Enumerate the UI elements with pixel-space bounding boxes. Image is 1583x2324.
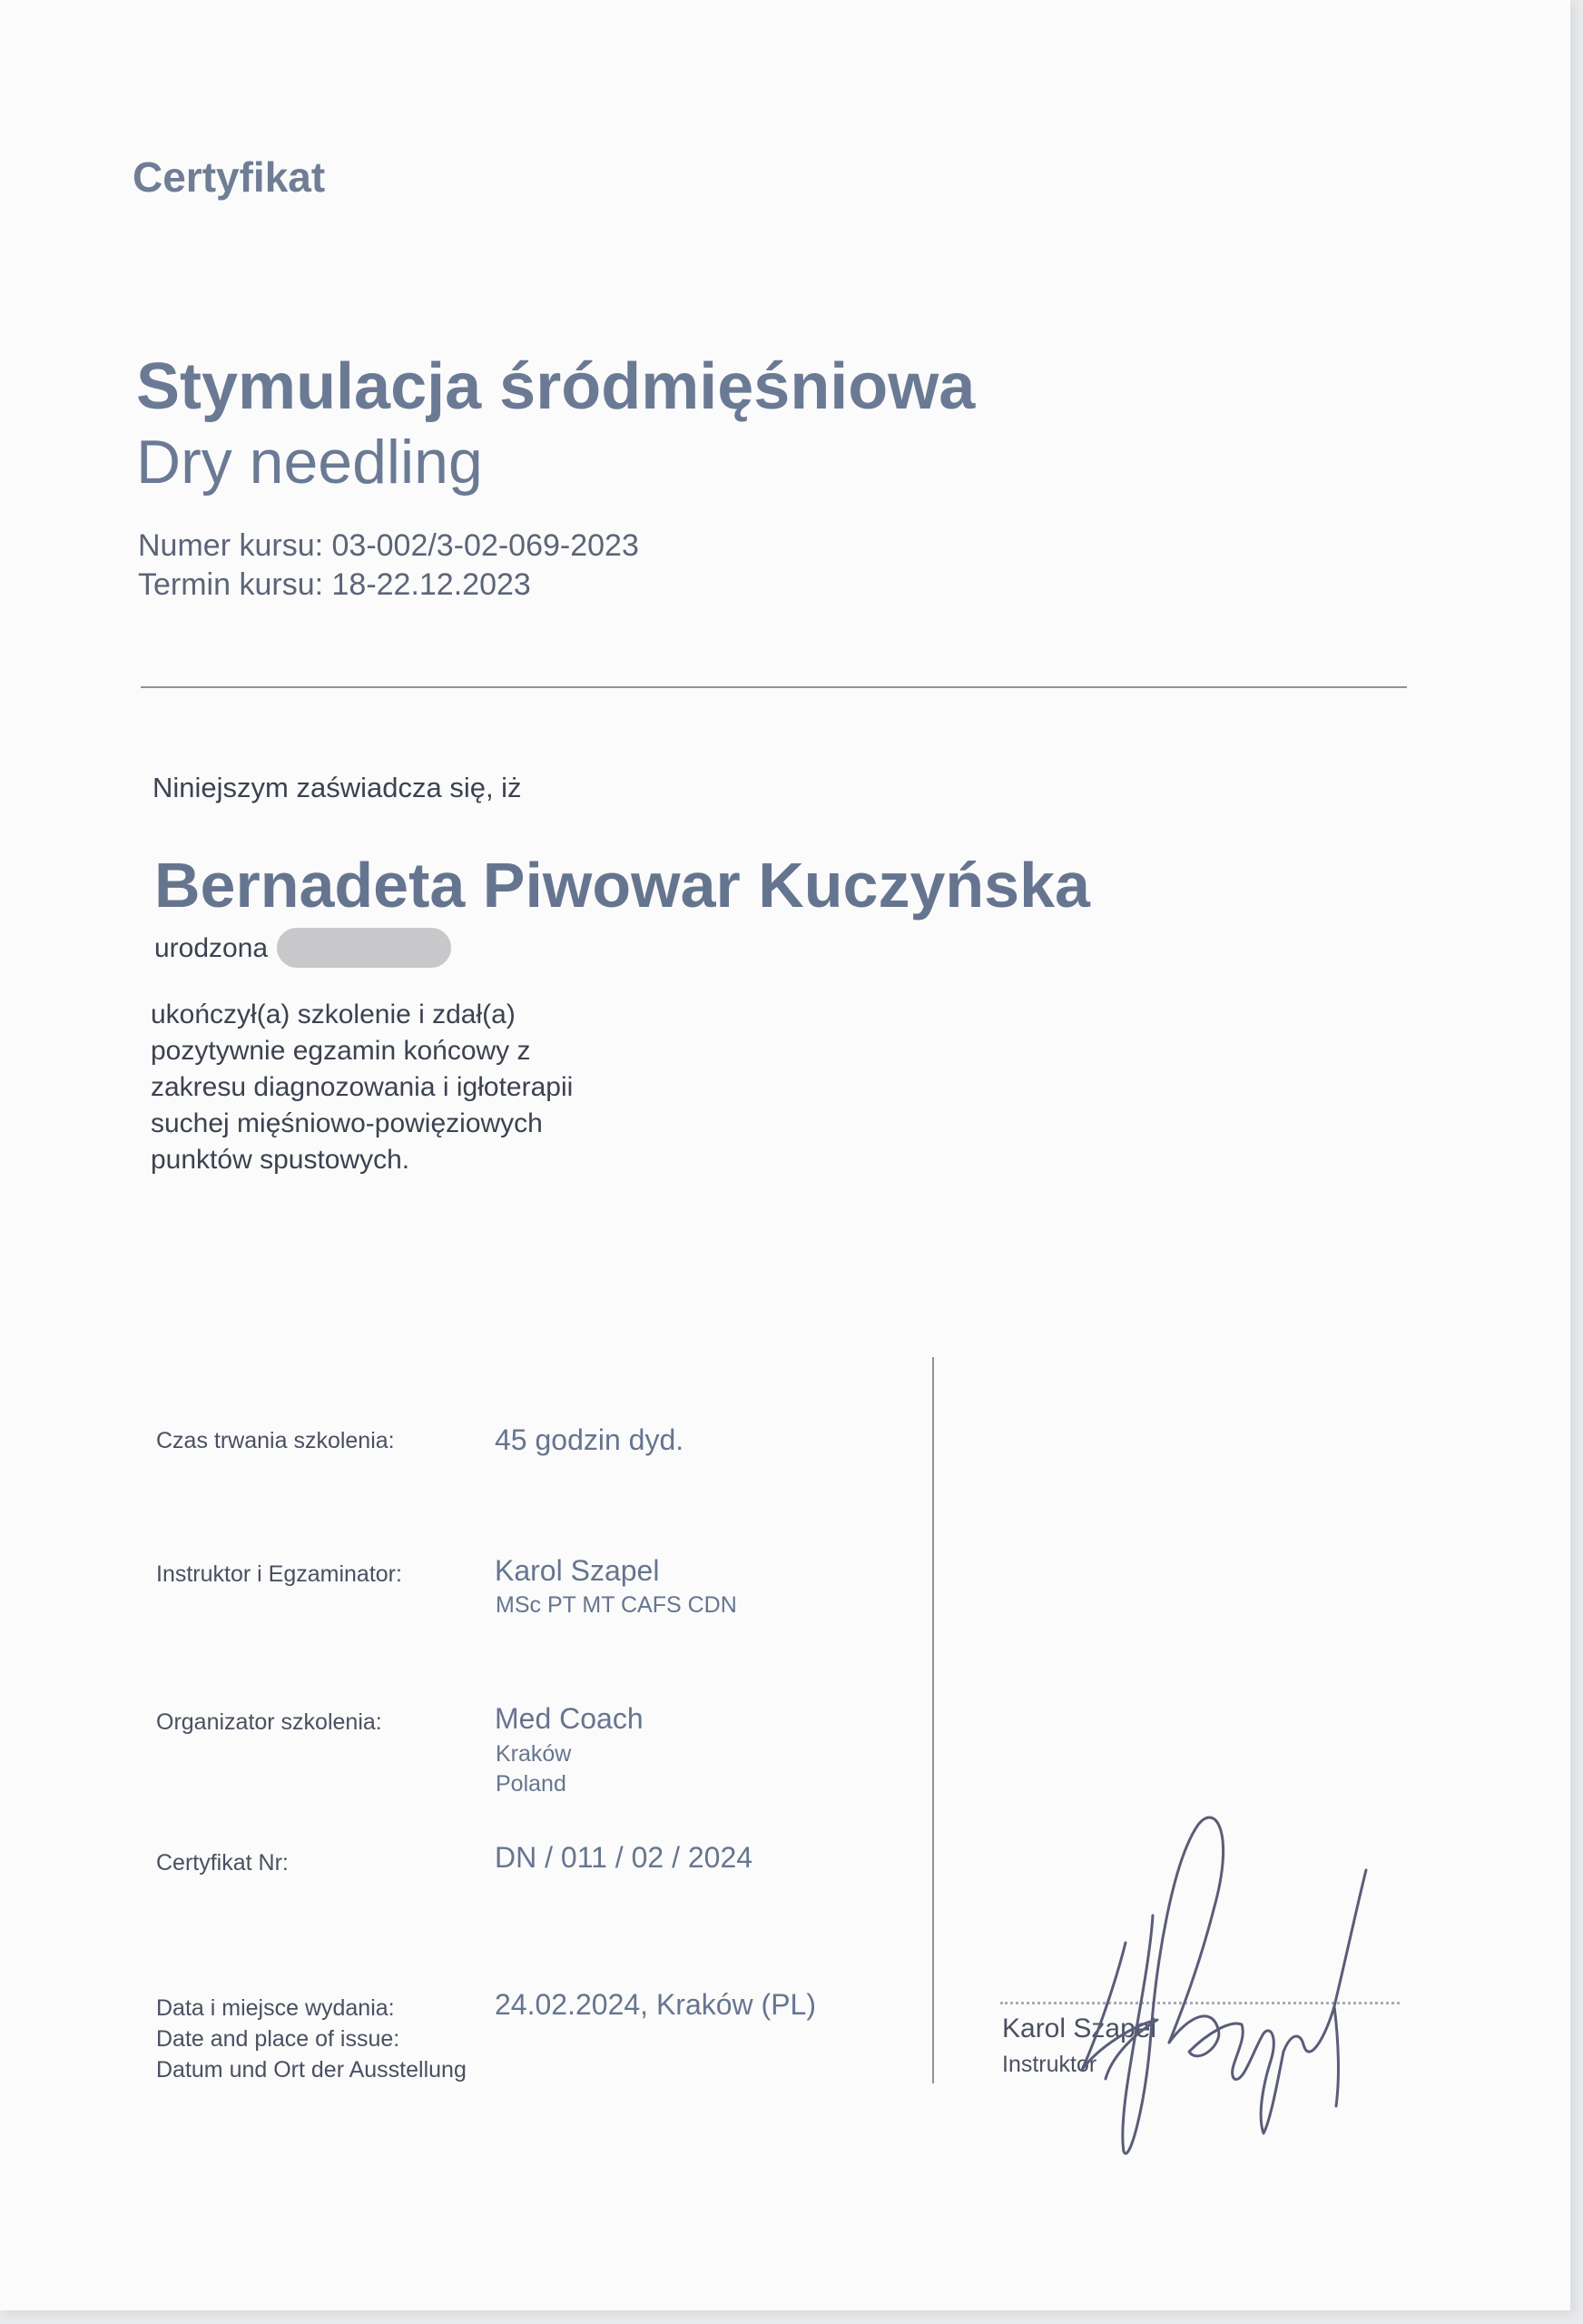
- completion-statement: ukończył(a) szkolenie i zdał(a) pozytywnie egzamin końcowy z zakresu diagnozowania i igłoterapii suchej mięśniowo-powięziowych punktów spustowych.: [151, 1000, 574, 1175]
- organizer-city: Kraków: [496, 1741, 572, 1767]
- signer-role: Instruktor: [1002, 2052, 1097, 2077]
- signer-name: Karol Szapel: [1002, 2014, 1157, 2043]
- born-label: urodzona: [154, 933, 269, 963]
- issue-label-de: Datum und Ort der Ausstellung: [156, 2057, 467, 2083]
- recipient-name: Bernadeta Piwowar Kuczyńska: [154, 850, 1090, 921]
- instructor-credentials: MSc PT MT CAFS CDN: [496, 1592, 737, 1618]
- certificate-number-label: Certyfikat Nr:: [156, 1850, 289, 1876]
- header-divider: [141, 686, 1407, 688]
- issue-label-pl: Data i miejsce wydania:: [156, 1995, 395, 2021]
- course-number: Numer kursu: 03-002/3-02-069-2023: [138, 528, 639, 563]
- instructor-label: Instruktor i Egzaminator:: [156, 1561, 402, 1587]
- certificate-number-value: DN / 011 / 02 / 2024: [495, 1841, 753, 1874]
- organizer-name: Med Coach: [495, 1702, 644, 1735]
- course-term: Termin kursu: 18-22.12.2023: [138, 567, 531, 602]
- course-title: Stymulacja śródmięśniowa: [136, 350, 976, 423]
- duration-label: Czas trwania szkolenia:: [156, 1428, 395, 1453]
- redacted-birthdate: [277, 928, 451, 968]
- issue-label-en: Date and place of issue:: [156, 2026, 400, 2052]
- certification-intro: Niniejszym zaświadcza się, iż: [152, 772, 522, 803]
- course-subtitle: Dry needling: [136, 428, 483, 497]
- organizer-label: Organizator szkolenia:: [156, 1709, 382, 1735]
- certificate-header: Certyfikat: [133, 153, 326, 201]
- instructor-name: Karol Szapel: [495, 1554, 660, 1587]
- organizer-country: Poland: [496, 1771, 566, 1797]
- column-divider: [932, 1357, 934, 2083]
- issue-date-place: 24.02.2024, Kraków (PL): [495, 1988, 816, 2021]
- duration-value: 45 godzin dyd.: [495, 1423, 684, 1456]
- handwritten-signature: [1062, 1807, 1389, 2161]
